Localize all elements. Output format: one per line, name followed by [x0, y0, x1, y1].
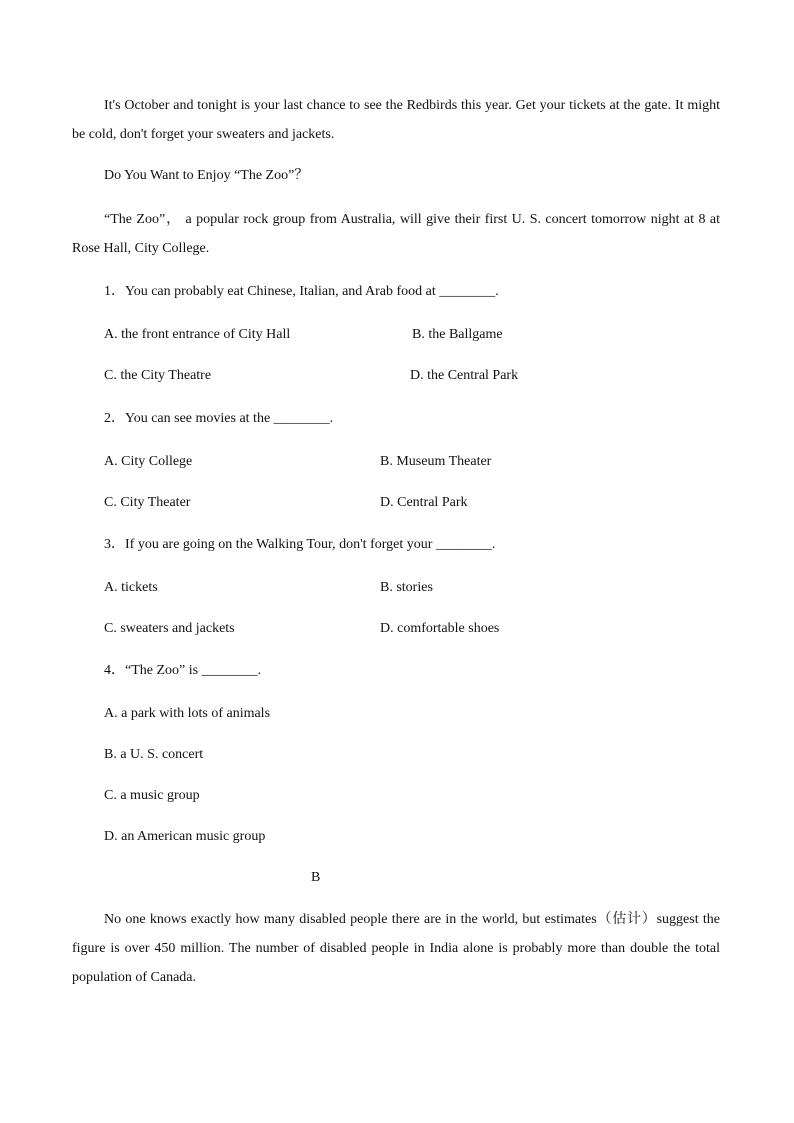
question-4-option-b: B. a U. S. concert — [104, 747, 204, 762]
passage-a-paragraph-1: It's October and tonight is your last chance to see the Redbirds this year. Get your tickets at the gate. It might be cold, don't forget your sweaters and jackets. — [72, 98, 720, 142]
question-3-option-b: B. stories — [380, 580, 433, 595]
passage-b-letter: B — [311, 870, 321, 885]
question-2-stem: 2．You can see movies at the ________. — [104, 411, 334, 426]
question-1-option-a: A. the front entrance of City Hall — [104, 327, 291, 342]
question-2-option-d: D. Central Park — [380, 495, 468, 510]
question-3-option-d: D. comfortable shoes — [380, 621, 500, 636]
question-4-option-c: C. a music group — [104, 788, 200, 803]
question-3-option-a: A. tickets — [104, 580, 158, 595]
question-1-option-b: B. the Ballgame — [412, 327, 503, 342]
question-1-option-d: D. the Central Park — [410, 368, 519, 383]
passage-a-heading: Do You Want to Enjoy “The Zoo”？ — [104, 168, 309, 183]
question-3-stem: 3．If you are going on the Walking Tour, don't forget your ________. — [104, 537, 496, 552]
question-1-stem: 1．You can probably eat Chinese, Italian, and Arab food at ________. — [104, 284, 499, 299]
question-2-option-a: A. City College — [104, 454, 193, 469]
question-1-option-c: C. the City Theatre — [104, 368, 212, 383]
question-4-stem: 4．“The Zoo” is ________. — [104, 663, 262, 678]
question-2-option-b: B. Museum Theater — [380, 454, 492, 469]
passage-b-paragraph-1: No one knows exactly how many disabled people there are in the world, but estimates（估计）suggest the figure is over 450 million. The number of disabled people in India alone is probably more than double the total population of Canada. — [72, 912, 720, 985]
passage-a-paragraph-2: “The Zoo”， a popular rock group from Australia, will give their first U. S. concert tomorrow night at 8 at Rose Hall, City College. — [72, 212, 720, 256]
question-4-option-d: D. an American music group — [104, 829, 266, 844]
question-2-option-c: C. City Theater — [104, 495, 191, 510]
question-3-option-c: C. sweaters and jackets — [104, 621, 235, 636]
question-4-option-a: A. a park with lots of animals — [104, 706, 271, 721]
